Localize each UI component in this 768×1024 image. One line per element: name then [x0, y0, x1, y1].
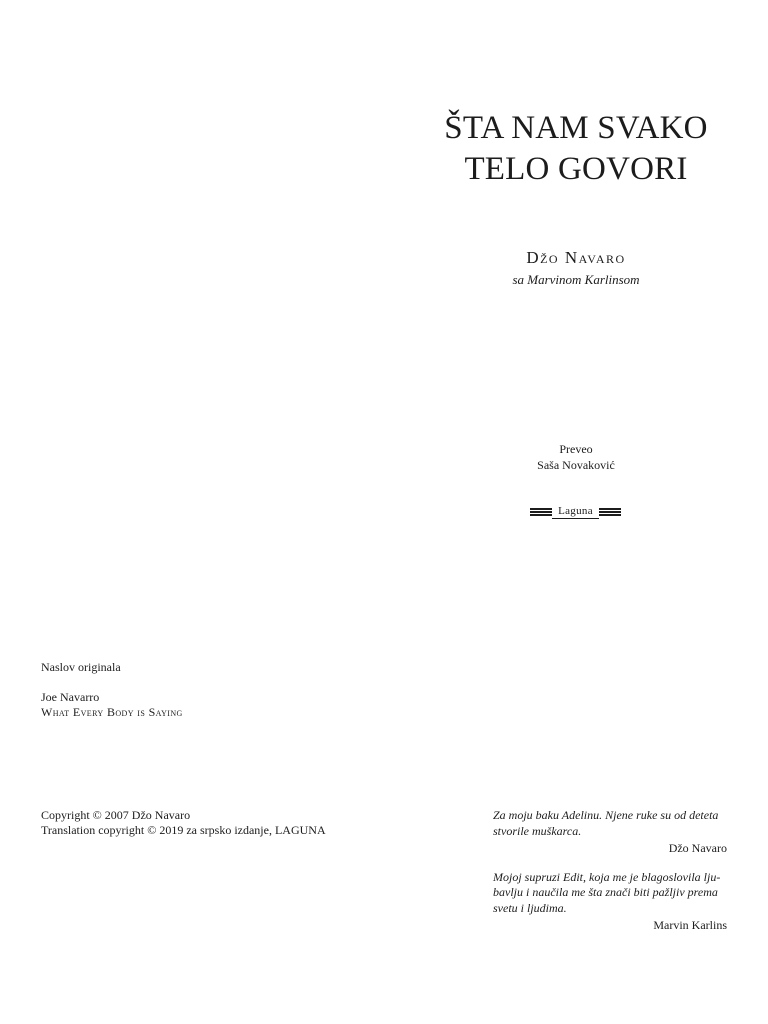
dedication-2-line: Mojoj supruzi Edit, koja me je blagoslovila lju-	[493, 869, 721, 884]
dedication-2-line: svetu i ljudima.	[493, 900, 567, 915]
translator-credit	[476, 441, 676, 473]
dedication-2-signature: Marvin Karlins	[653, 918, 727, 932]
dedication-1-signature: Džo Navaro	[668, 841, 727, 855]
author-name: Džo Navaro	[526, 248, 626, 267]
dedication-1-text	[493, 808, 727, 839]
book-title	[420, 108, 732, 190]
publisher-logo	[530, 505, 621, 519]
original-author: Joe Navarro	[41, 690, 100, 704]
logo-bars-left	[530, 508, 552, 517]
translator-name: Saša Novaković	[537, 458, 615, 472]
publisher-logo-text: Laguna	[552, 505, 599, 519]
original-title-label: Naslov originala	[41, 660, 121, 674]
translator-label: Preveo	[559, 442, 593, 456]
logo-bars-right	[599, 508, 621, 517]
dedication-1-line: Za moju baku Adelinu. Njene ruke su od deteta	[493, 808, 719, 822]
copyright-line-2: Translation copyright © 2019 za srpsko izdanje, LAGUNA	[41, 823, 326, 837]
original-title-block	[41, 660, 183, 720]
copyright-line-1: Copyright © 2007 Džo Navaro	[41, 808, 191, 822]
dedication-2-text	[493, 870, 727, 917]
book-title-line-1: ŠTA NAM SVAKO	[444, 110, 708, 146]
copyright-block	[41, 808, 326, 838]
coauthor-name: sa Marvinom Karlinsom	[512, 272, 640, 287]
dedication-1-line: stvorile muškarca.	[493, 823, 582, 838]
dedication-block	[493, 808, 727, 934]
book-title-line-2: TELO GOVORI	[464, 151, 688, 187]
original-title: What Every Body is Saying	[41, 705, 183, 719]
dedication-2-line: bavlju i naučila me šta znači biti pažljiv prema	[493, 885, 718, 899]
